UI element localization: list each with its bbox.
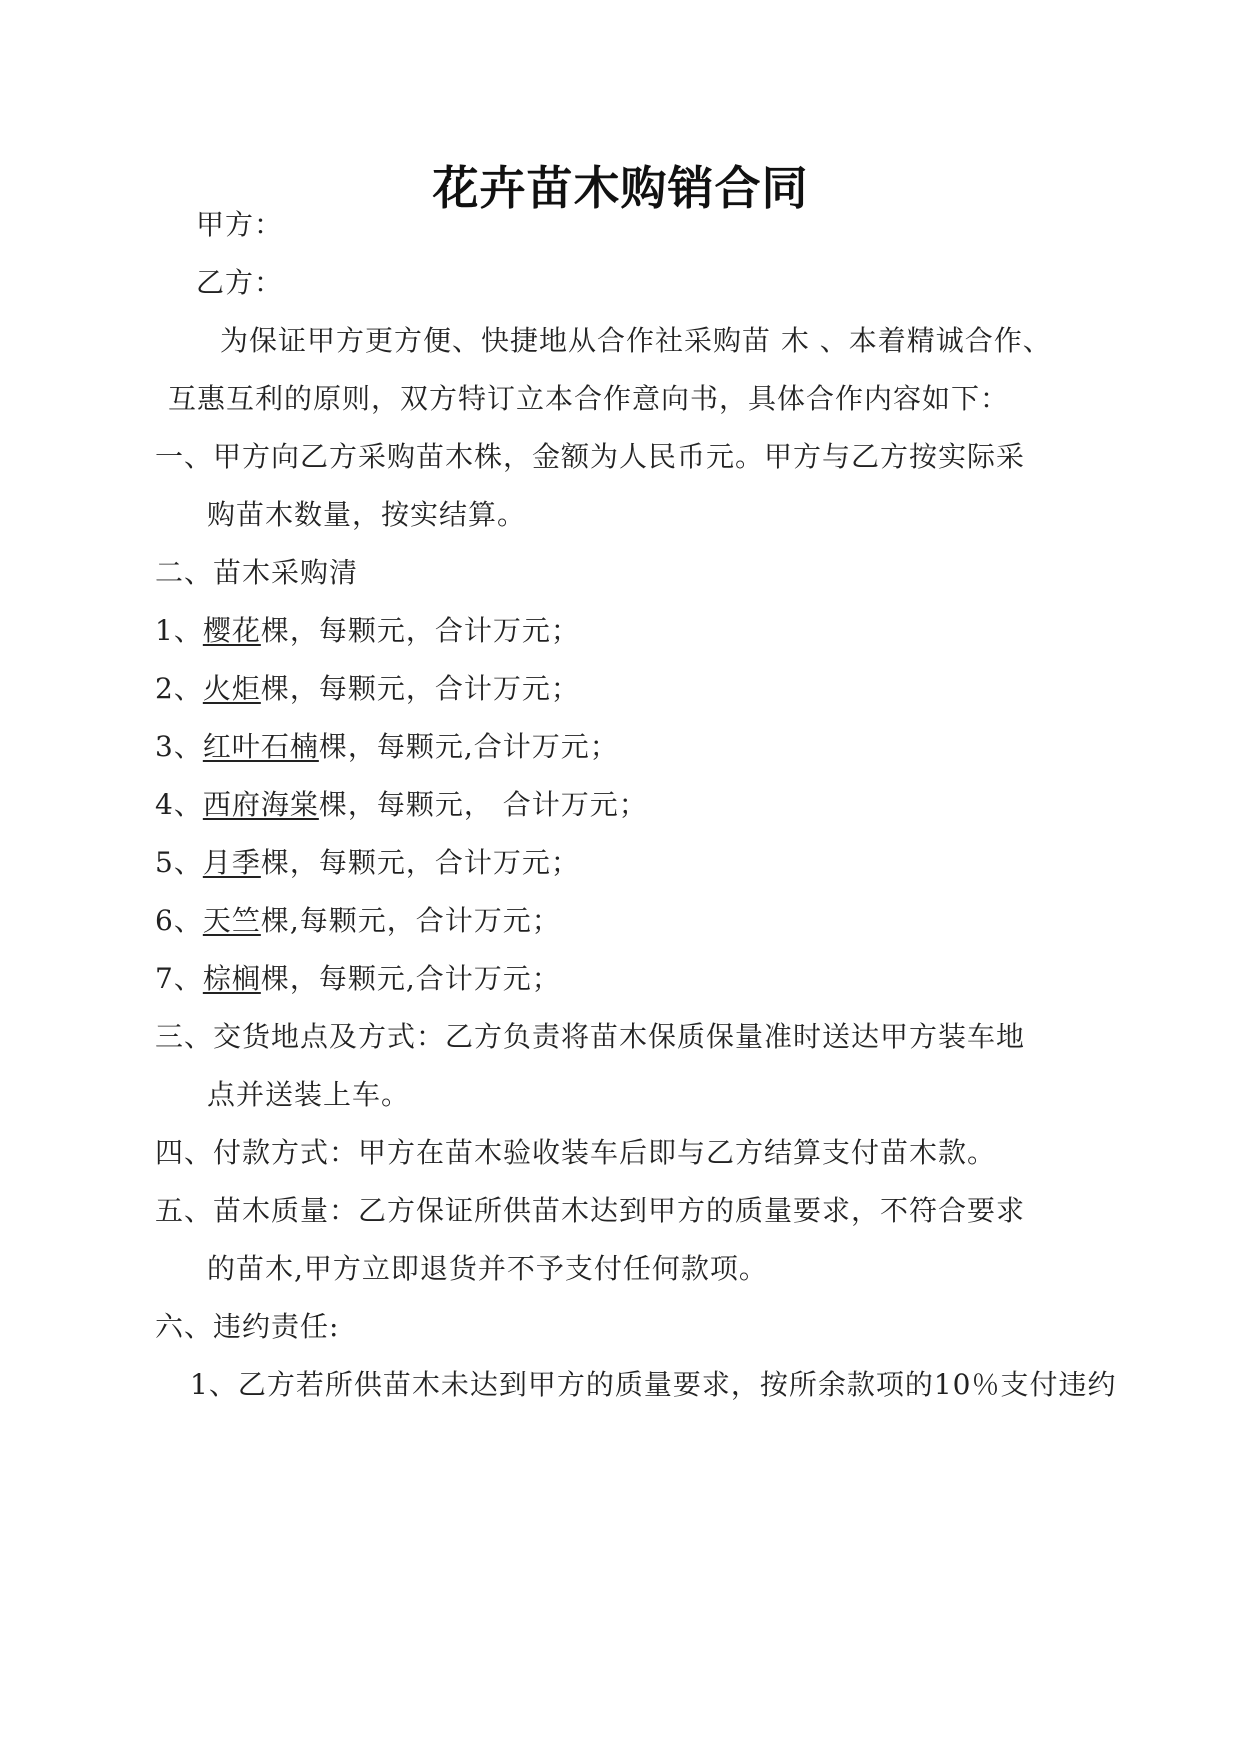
item-detail: 棵，每颗元,合计万元； <box>260 962 561 995</box>
clause-4: 四、付款方式：甲方在苗木验收装车后即与乙方结算支付苗木款。 <box>155 1136 997 1169</box>
item-detail: 棵，每颗元，合计万元； <box>260 846 580 879</box>
clause-5-line-1: 五、苗木质量：乙方保证所供苗木达到甲方的质量要求，不符合要求 <box>155 1194 1026 1227</box>
clause-1-line-2: 购苗木数量，按实结算。 <box>207 498 527 531</box>
plant-name: 月季 <box>202 846 261 879</box>
item-number: 3、 <box>155 730 203 763</box>
document-title: 花卉苗木购销合同 <box>432 161 809 215</box>
item-number: 1、 <box>155 614 203 647</box>
clause-6-title: 六、违约责任: <box>155 1310 340 1343</box>
list-item <box>155 611 580 651</box>
party-a-label: 甲方： <box>196 208 284 241</box>
plant-name: 西府海棠 <box>202 788 319 821</box>
plant-name: 红叶石楠 <box>202 730 319 763</box>
list-item <box>155 727 619 767</box>
item-detail: 棵，每颗元，合计万元； <box>260 672 580 705</box>
intro-paragraph-line-1: 为保证甲方更方便、快捷地从合作社采购苗 木 、本着精诚合作、 <box>220 324 1052 357</box>
clause-1-line-1: 一、甲方向乙方采购苗木株，金额为人民币元。甲方与乙方按实际采 <box>155 440 1026 473</box>
plant-name: 棕榈 <box>202 962 261 995</box>
item-detail: 棵,每颗元，合计万元； <box>260 904 561 937</box>
item-number: 2、 <box>155 672 203 705</box>
item-number: 7、 <box>155 962 203 995</box>
clause-2-title: 二、苗木采购清 <box>155 556 359 589</box>
list-item <box>155 843 580 883</box>
item-detail: 棵，每颗元,合计万元； <box>318 730 619 763</box>
item-detail: 棵，每颗元，合计万元； <box>260 614 580 647</box>
intro-paragraph-line-2: 互惠互利的原则，双方特订立本合作意向书，具体合作内容如下： <box>168 382 1010 415</box>
list-item <box>155 669 580 709</box>
list-item <box>155 901 561 941</box>
clause-3-line-2: 点并送装上车。 <box>207 1078 411 1111</box>
item-number: 5、 <box>155 846 203 879</box>
item-number: 4、 <box>155 788 203 821</box>
item-detail: 棵，每颗元， 合计万元； <box>318 788 648 821</box>
clause-6-item-1: 1、乙方若所供苗木未达到甲方的质量要求，按所余款项的10％支付违约 <box>190 1368 1117 1401</box>
list-item <box>155 959 561 999</box>
plant-name: 樱花 <box>202 614 261 647</box>
plant-name: 天竺 <box>202 904 261 937</box>
item-number: 6、 <box>155 904 203 937</box>
clause-5-line-2: 的苗木,甲方立即退货并不予支付任何款项。 <box>207 1252 768 1285</box>
list-item <box>155 785 648 825</box>
party-b-label: 乙方： <box>196 266 284 299</box>
clause-3-line-1: 三、交货地点及方式：乙方负责将苗木保质保量准时送达甲方装车地 <box>155 1020 1026 1053</box>
plant-name: 火炬 <box>202 672 261 705</box>
